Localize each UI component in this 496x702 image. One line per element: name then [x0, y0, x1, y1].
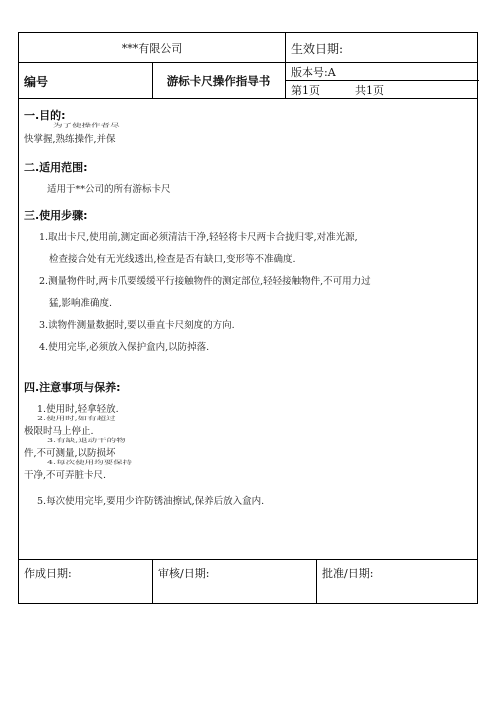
effective-date-label: 生效日期:	[291, 41, 344, 56]
step-4: 4.使用完毕,必须放入保护盒内,以防掉落.	[39, 342, 210, 353]
instruction-sheet	[18, 32, 478, 604]
header-row-1	[19, 33, 477, 63]
note-4-overlap: 4.每次使用均要保持	[47, 459, 133, 466]
made-date-label: 作成日期:	[24, 567, 72, 580]
divider	[316, 560, 317, 603]
divider	[152, 560, 153, 603]
review-date-label: 审核/日期:	[158, 567, 210, 580]
approve-date-label: 批准/日期:	[322, 567, 374, 580]
divider	[285, 33, 286, 62]
note-2-overlap: 2.使用时,如有超过	[37, 415, 116, 422]
version-cell	[285, 63, 479, 81]
note-4: 干净,不可弄脏卡尺.	[24, 470, 107, 481]
doc-number-label: 编号	[24, 74, 49, 89]
page-total: 共1页	[355, 83, 384, 97]
section-purpose-title: 一.目的:	[24, 109, 66, 122]
page-number: 第1页	[291, 83, 320, 97]
scope-text: 适用于**公司的所有游标卡尺	[47, 184, 171, 195]
note-5: 5.每次使用完毕,要用少许防锈油擦试,保养后放入盒内.	[37, 496, 265, 507]
note-1: 1.使用时,轻拿轻放.	[37, 404, 119, 415]
note-3-overlap: 3.有缺,退动干的物	[47, 437, 126, 444]
purpose-text: 快掌握,熟练操作,并保	[24, 134, 116, 145]
version-number: 版本号:A	[291, 65, 336, 79]
note-3: 件,不可测量,以防损坏	[24, 448, 116, 459]
purpose-overlap-line: 为了使操作者尽	[53, 122, 120, 129]
section-steps-title: 三.使用步骤:	[24, 209, 88, 222]
step-2-line-2: 猛,影响准确度.	[49, 298, 113, 309]
section-notes-title: 四.注意事项与保养:	[24, 381, 121, 394]
step-1-line-2: 检查接合处有无光线透出,检查是否有缺口,变形等不准确度.	[49, 254, 296, 265]
header-row-2	[19, 63, 477, 99]
section-scope-title: 二.适用范围:	[24, 161, 88, 174]
footer-row	[19, 560, 477, 603]
note-2: 极限时马上停止.	[24, 426, 94, 437]
step-3: 3.读物件测量数据时,要以垂直卡尺刻度的方向.	[39, 320, 235, 331]
body-content	[19, 99, 477, 560]
step-1-line-1: 1.取出卡尺,使用前,测定面必须清洁干净,轻轻将卡尺两卡合拢归零,对准光源,	[39, 232, 358, 243]
company-name: ***有限公司	[121, 42, 183, 55]
doc-title: 游标卡尺操作指导书	[166, 74, 271, 88]
step-2-line-1: 2.测量物件时,两卡爪要缓缓平行接触物件的测定部位,轻轻接触物件,不可用力过	[39, 276, 371, 287]
